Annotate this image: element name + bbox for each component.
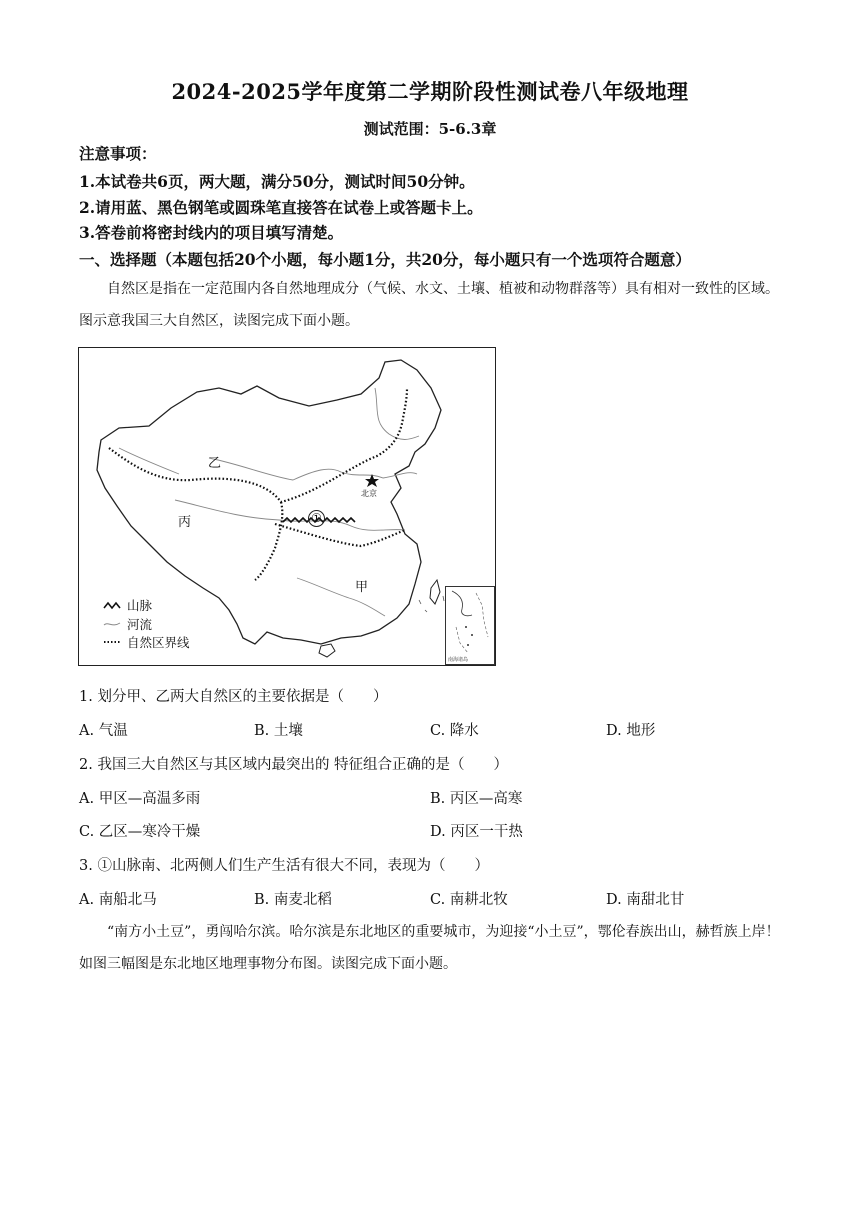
legend-boundary-label: 自然区界线 bbox=[127, 635, 190, 650]
inset-caption: 南海诸岛 bbox=[448, 657, 469, 663]
legend-river bbox=[103, 615, 152, 633]
question-1-option-b: B. 土壤 bbox=[254, 723, 303, 739]
question-1-option-d: D. 地形 bbox=[606, 723, 656, 739]
legend-river-label: 河流 bbox=[127, 617, 153, 632]
hainan-island bbox=[319, 644, 335, 657]
capital-label: 北京 bbox=[361, 489, 377, 498]
passage-2: “南方小土豆”，勇闯哈尔滨。哈尔滨是东北地区的重要城市，为迎接“小土豆”，鄂伦春族出山，赫哲族上岸！如图三幅图是东北地区地理事物分布图。读图完成下面小题。 bbox=[79, 924, 780, 972]
legend-mountain-label: 山脉 bbox=[127, 598, 153, 613]
notice-item-1: 1.本试卷共6页，两大题，满分50分，测试时间50分钟。 bbox=[79, 172, 475, 191]
question-2-option-b: B. 丙区—高寒 bbox=[430, 791, 523, 807]
question-3-option-a: A. 南船北马 bbox=[79, 892, 157, 908]
mountain-marker-label: ① bbox=[308, 510, 325, 527]
test-scope: 测试范围：5-6.3章 bbox=[363, 120, 497, 138]
question-1-option-a: A. 气温 bbox=[79, 723, 128, 739]
question-1-option-c: C. 降水 bbox=[430, 723, 479, 739]
question-2-stem: 2. 我国三大自然区与其区域内最突出的 特征组合正确的是（ ） bbox=[79, 757, 509, 773]
mountain-icon bbox=[103, 600, 121, 610]
boundary-line-icon bbox=[103, 637, 121, 647]
question-3-option-c: C. 南耕北牧 bbox=[430, 892, 508, 908]
notice-item-3: 3.答卷前将密封线内的项目填写清楚。 bbox=[79, 223, 344, 242]
taiwan-island bbox=[430, 580, 440, 604]
region-label-jia: 甲 bbox=[355, 580, 369, 595]
river-1 bbox=[175, 500, 405, 530]
river-2 bbox=[209, 458, 417, 480]
question-2-option-d: D. 丙区一干热 bbox=[430, 824, 523, 840]
notice-item-2: 2.请用蓝、黑色钢笔或圆珠笔直接答在试卷上或答题卡上。 bbox=[79, 198, 483, 217]
region-label-yi: 乙 bbox=[208, 456, 222, 471]
legend-mountain bbox=[103, 596, 152, 614]
question-1-stem: 1. 划分甲、乙两大自然区的主要依据是（ ） bbox=[79, 689, 388, 705]
east-islands bbox=[419, 596, 444, 612]
question-2-option-c: C. 乙区—寒冷干燥 bbox=[79, 824, 201, 840]
question-3-option-d: D. 南甜北甘 bbox=[606, 892, 685, 908]
inset-drawing bbox=[446, 587, 494, 664]
page-title: 2024-2025学年度第二学期阶段性测试卷八年级地理 bbox=[171, 79, 689, 104]
south-china-sea-inset bbox=[445, 586, 495, 665]
boundary-south bbox=[255, 502, 282, 580]
notice-heading: 注意事项： bbox=[79, 144, 157, 163]
intro-paragraph: 自然区是指在一定范围内各自然地理成分（气候、水文、土壤、植被和动物群落等）具有相对一致性的区域。图示意我国三大自然区，读图完成下面小题。 bbox=[79, 281, 779, 329]
question-3-stem: 3. ①山脉南、北两侧人们生产生活有很大不同，表现为（ ） bbox=[79, 858, 489, 874]
legend-boundary bbox=[103, 633, 190, 651]
section-heading: 一、选择题（本题包括20个小题，每小题1分，共20分，每小题只有一个选项符合题意） bbox=[79, 250, 691, 269]
river-5 bbox=[297, 578, 385, 616]
boundary-north bbox=[109, 388, 407, 502]
question-2-option-a: A. 甲区—高温多雨 bbox=[79, 791, 201, 807]
boundary-east bbox=[275, 524, 405, 546]
river-icon bbox=[103, 619, 121, 629]
question-3-option-b: B. 南麦北稻 bbox=[254, 892, 332, 908]
region-label-bing: 丙 bbox=[178, 515, 192, 530]
river-3 bbox=[375, 388, 419, 440]
china-natural-regions-map bbox=[78, 347, 496, 666]
